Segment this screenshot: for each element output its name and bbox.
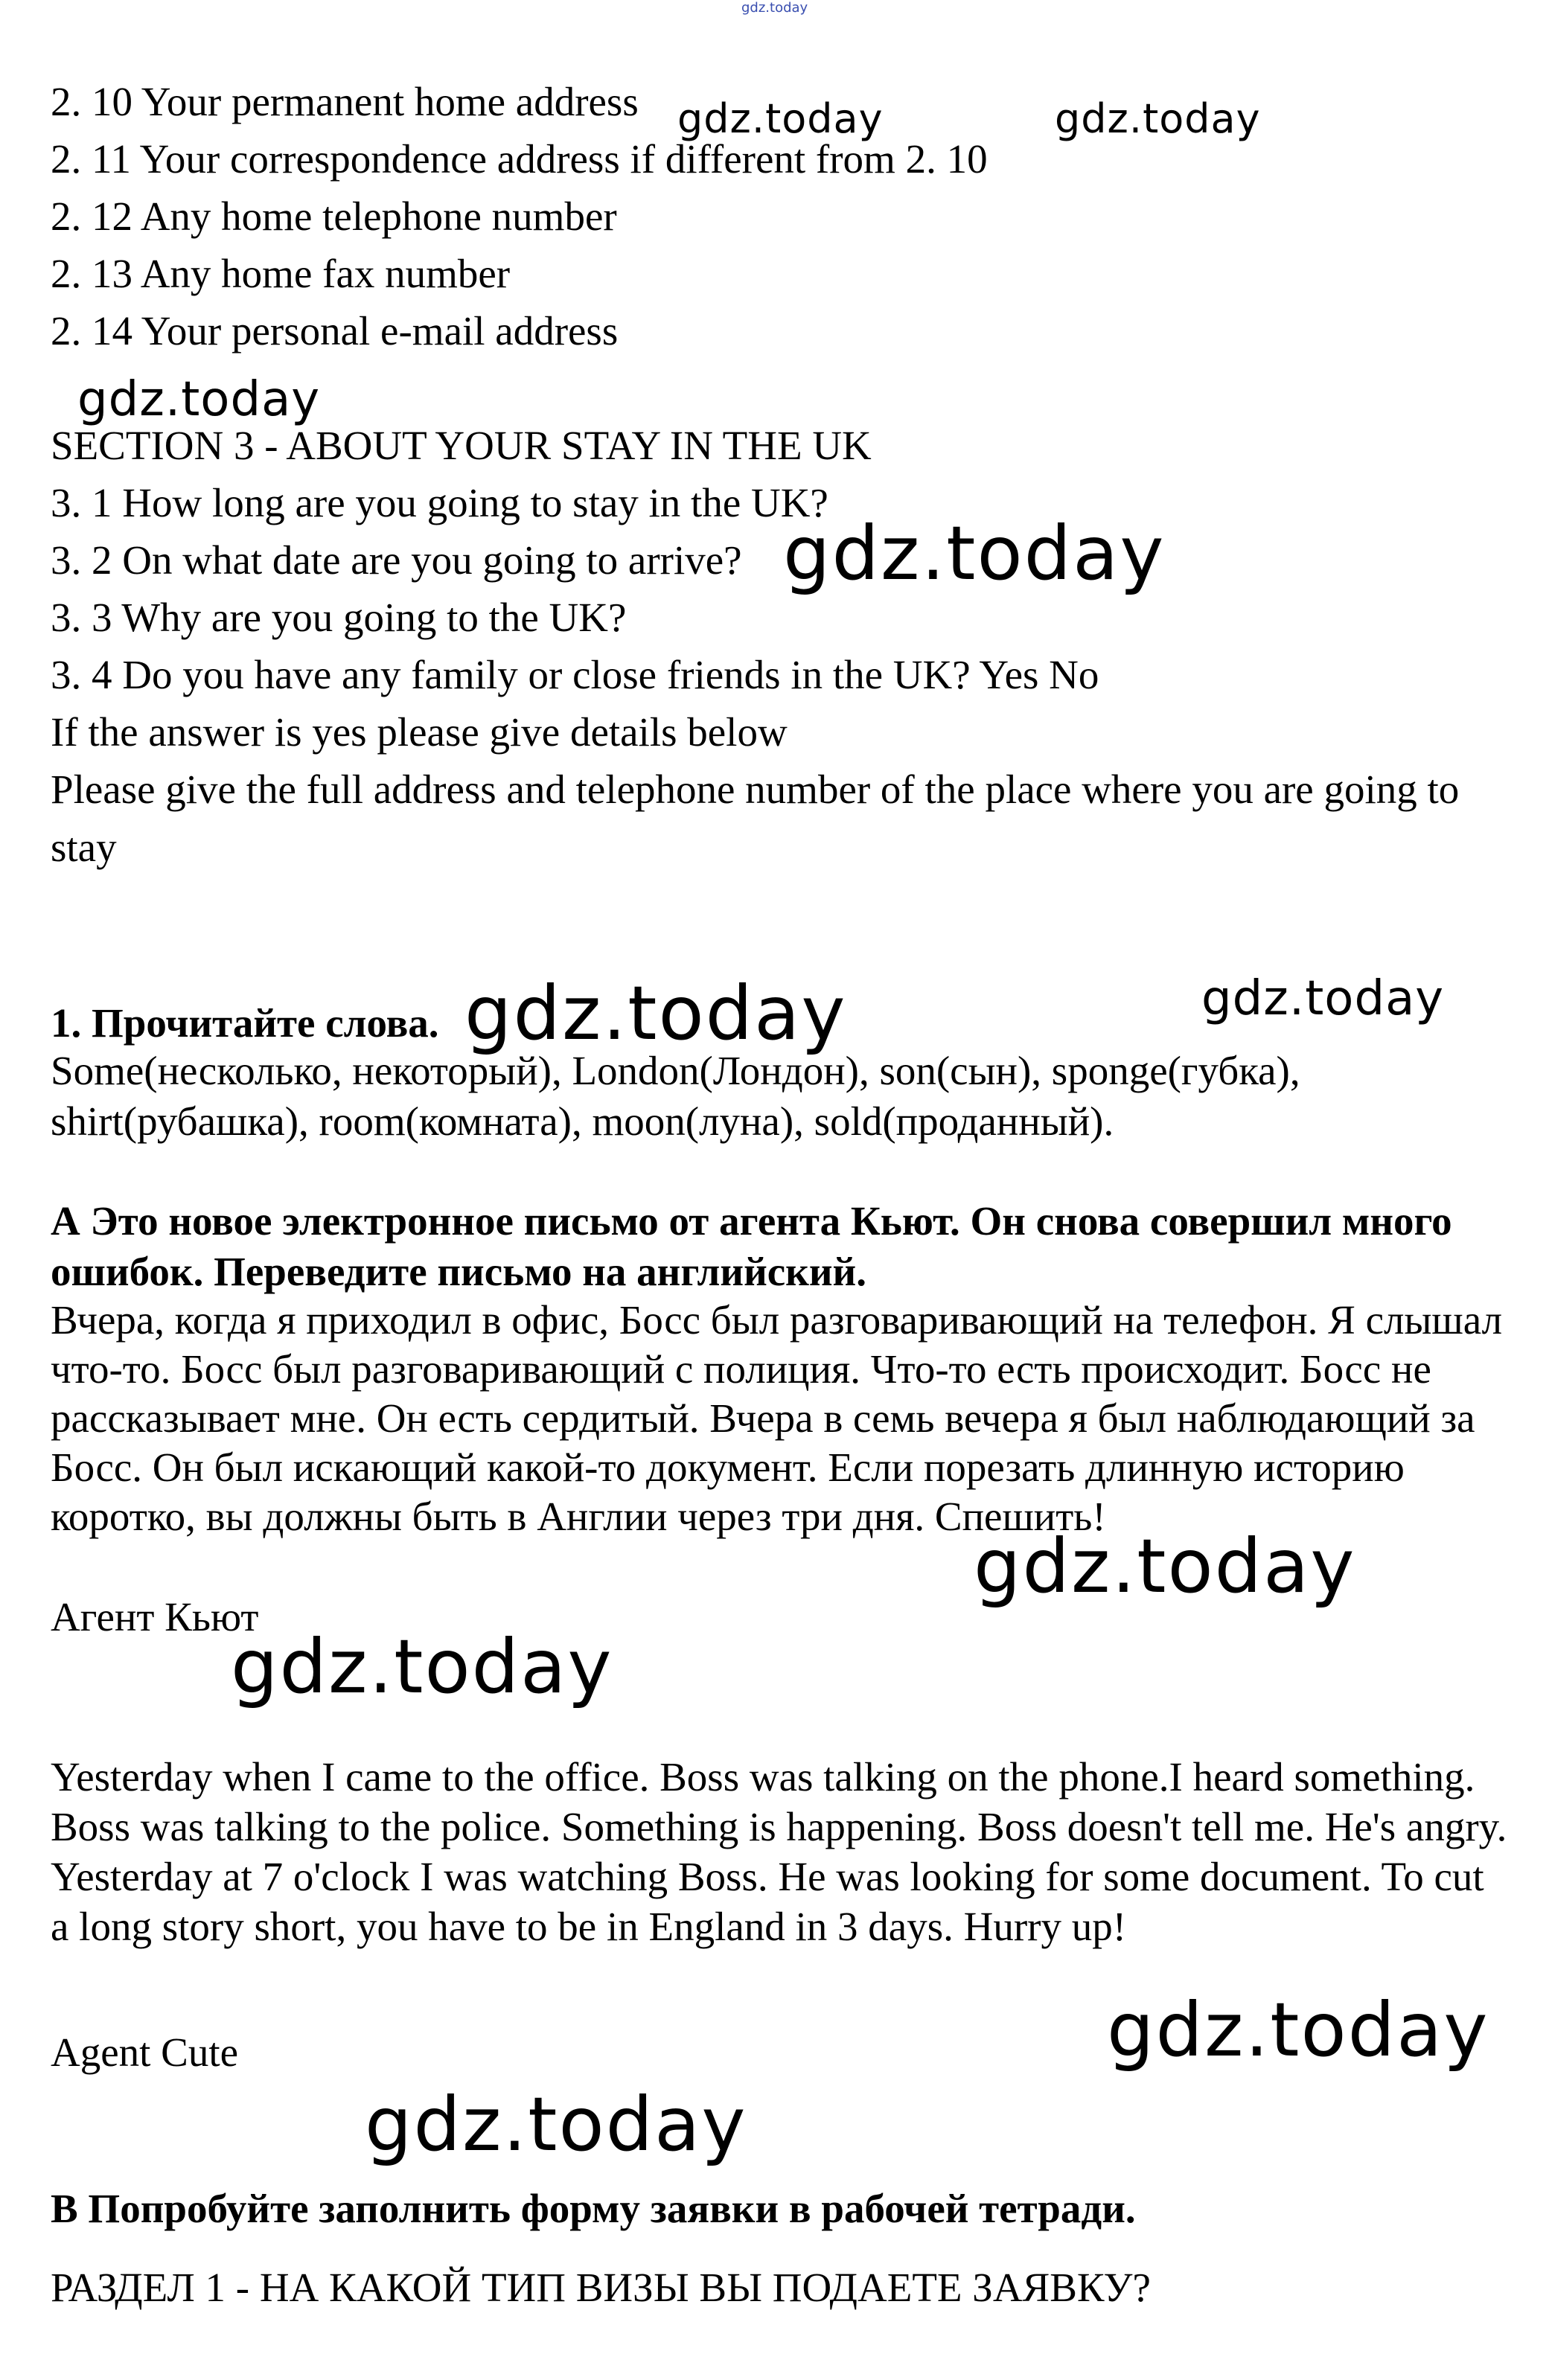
section3-item-4: 3. 4 Do you have any family or close friends in the UK? Yes No [51, 652, 1099, 697]
exercise1-words: Some(несколько, некоторый), London(Лондон), son(сын), sponge(губка), shirt(рубашка), room(комната), moon(луна), sold(проданный). [51, 1048, 1300, 1144]
exercise-a-signature-ru: Агент Кьют [51, 1594, 259, 1640]
exercise1-heading: 1. Прочитайте слова. [51, 1000, 439, 1046]
section2-item-11: 2. 11 Your correspondence address if different from 2. 10 [51, 136, 988, 182]
section3-address-prompt: Please give the full address and telephone number of the place where you are going to stay [51, 767, 1460, 870]
watermark: gdz.today [365, 2081, 747, 2168]
section3-item-2: 3. 2 On what date are you going to arrive? [51, 537, 742, 583]
section2-item-14: 2. 14 Your personal e-mail address [51, 308, 619, 354]
exercise-a-letter-en: Yesterday when I came to the office. Boss was talking on the phone.I heard something. Boss was talking to the police. Something is happening. Boss doesn't tell me. He's angry. Yesterday at 7 o'clock I was watching Boss. He was looking for some document. To cut a long story short, you have to be in England in 3 days. Hurry up! [51, 1754, 1507, 1949]
section3-if-yes: If the answer is yes please give details below [51, 709, 788, 755]
section2-item-12: 2. 12 Any home telephone number [51, 193, 617, 239]
section3-item-1: 3. 1 How long are you going to stay in the UK? [51, 480, 828, 525]
section3-heading: SECTION 3 - ABOUT YOUR STAY IN THE UK [51, 423, 872, 468]
watermark: gdz.today [231, 1623, 613, 1710]
section2-item-10: 2. 10 Your permanent home address [51, 79, 639, 124]
exercise-b-section1: РАЗДЕЛ 1 - НА КАКОЙ ТИП ВИЗЫ ВЫ ПОДАЕТЕ ЗАЯВКУ? [51, 2265, 1151, 2310]
watermark: gdz.today [464, 970, 847, 1057]
exercise-a-signature-en: Agent Cute [51, 2029, 239, 2075]
section3-item-3: 3. 3 Why are you going to the UK? [51, 595, 627, 640]
watermark: gdz.today [1055, 95, 1261, 142]
watermark: gdz.today [677, 95, 884, 142]
exercise-a-letter-ru: Вчера, когда я приходил в офис, Босс был разговаривающий на телефон. Я слышал что-то. Босс был разговаривающий с полиция. Что-то есть происходит. Босс не рассказывает мне. Он есть сердитый. Вчера в семь вечера я был наблюдающий за Босс. Он был искающий какой-то документ. Если порезать длинную историю коротко, вы должны быть в Англии через три дня. Спешить! [51, 1297, 1503, 1539]
section2-item-13: 2. 13 Any home fax number [51, 251, 511, 296]
watermark: gdz.today [1107, 1986, 1489, 2073]
exercise-a-heading: А Это новое электронное письмо от агента Кьют. Он снова совершил много ошибок. Переведите письмо на английский. [51, 1198, 1452, 1294]
watermark: gdz.today [783, 510, 1166, 597]
exercise-b-heading: В Попробуйте заполнить форму заявки в рабочей тетради. [51, 2186, 1136, 2231]
watermark-top: gdz.today [741, 0, 808, 16]
watermark: gdz.today [1201, 971, 1445, 1026]
watermark: gdz.today [77, 372, 321, 427]
watermark: gdz.today [974, 1523, 1356, 1610]
